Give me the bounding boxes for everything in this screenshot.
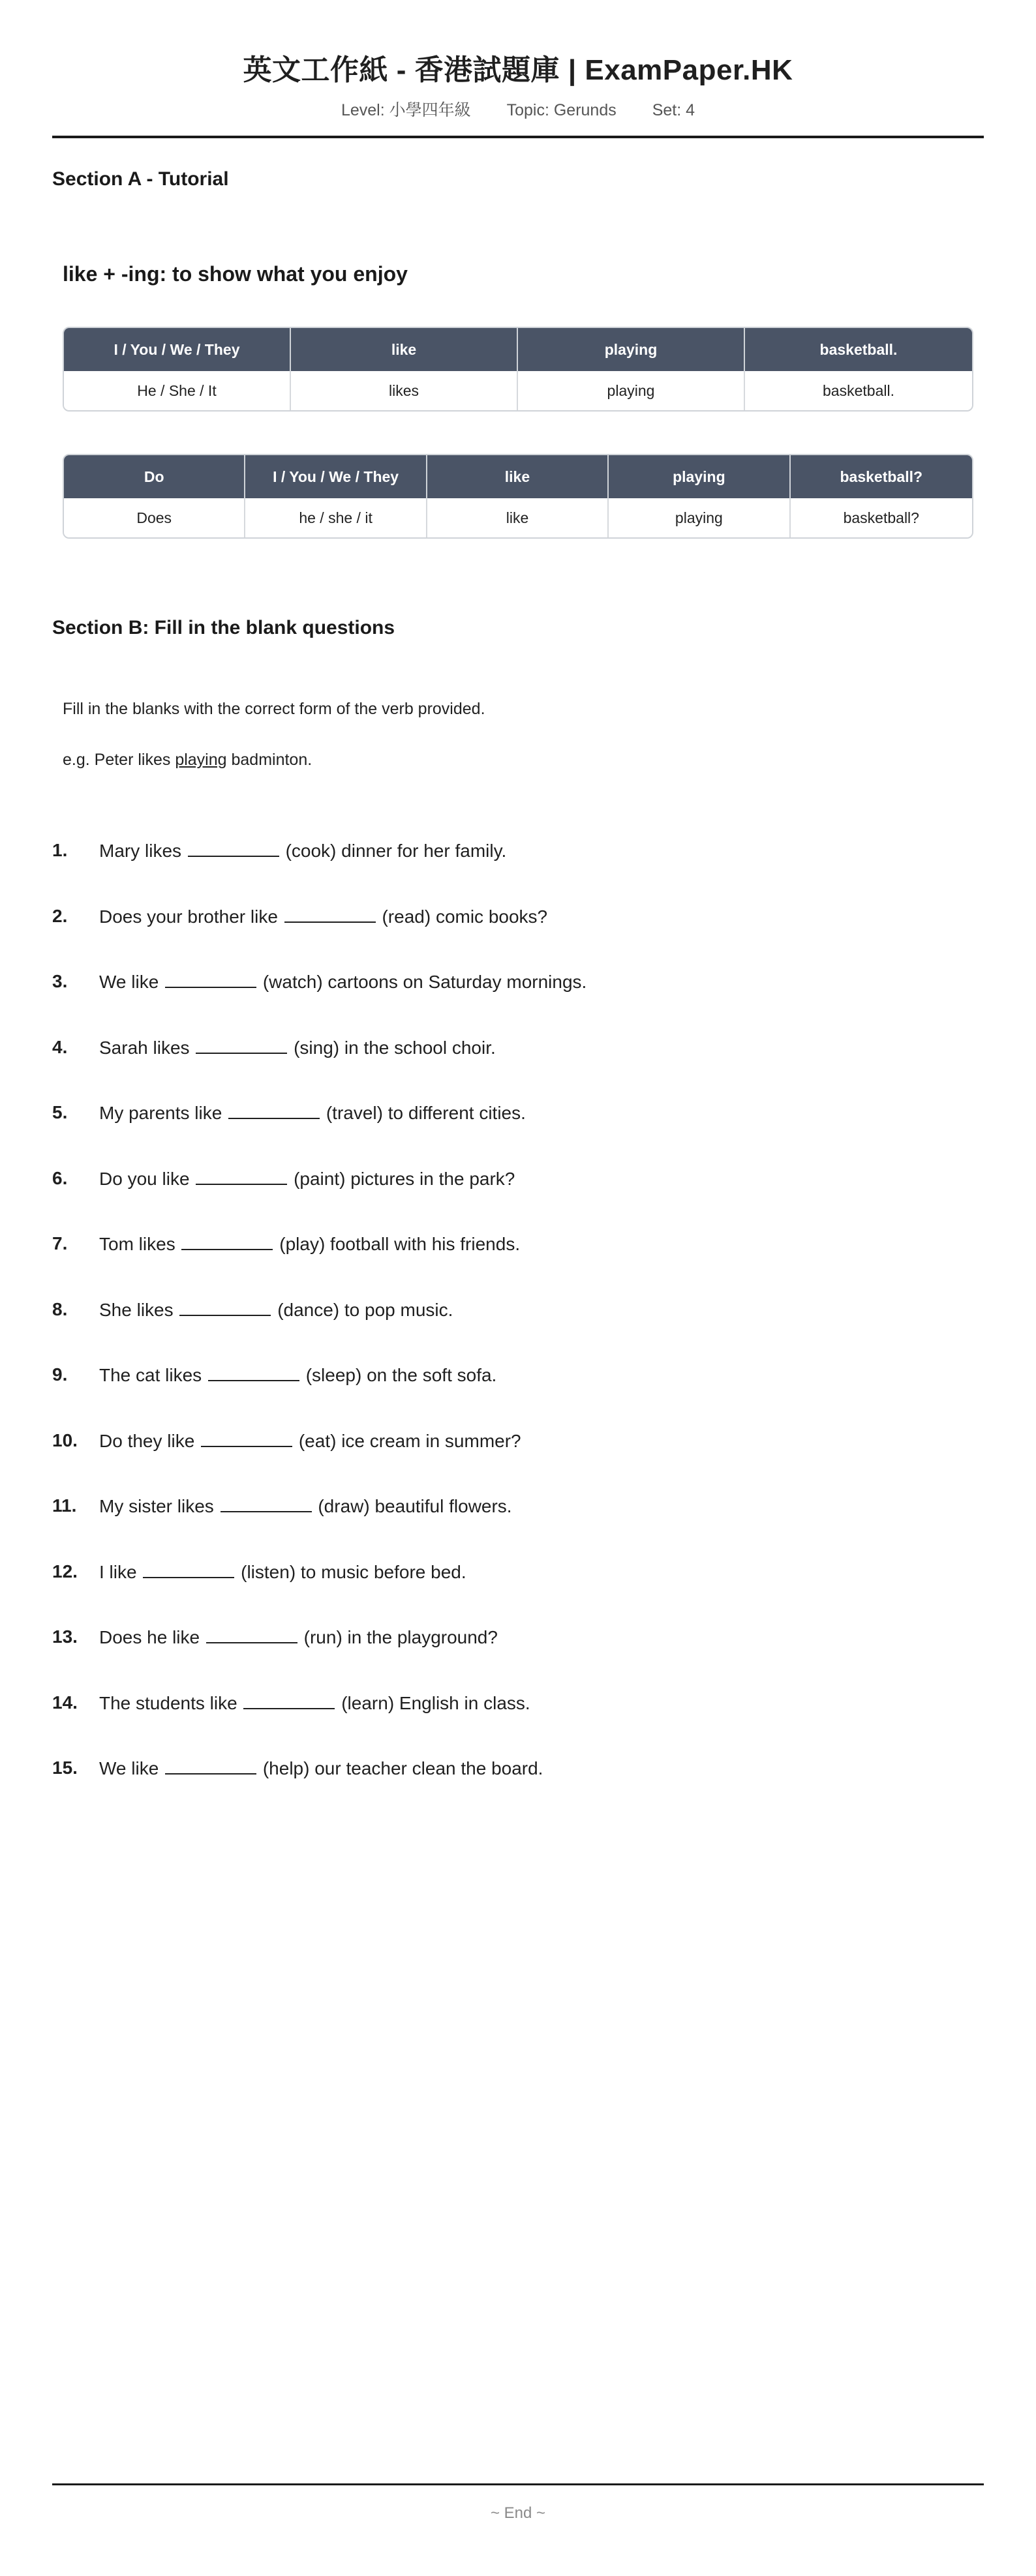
table-cell: likes <box>291 371 518 410</box>
question-text-after: (help) our teacher clean the board. <box>262 1758 543 1778</box>
question-text <box>99 1364 496 1386</box>
table-header-cell: playing <box>518 328 745 371</box>
question-text-after: (draw) beautiful flowers. <box>318 1496 512 1516</box>
page-title: 英文工作紙 - 香港試題庫 | ExamPaper.HK <box>243 54 793 86</box>
question-number: 2. <box>52 905 68 926</box>
table-cell: playing <box>518 371 745 410</box>
question-text-before: Do they like <box>99 1430 195 1451</box>
question-text-before: Tom likes <box>99 1234 175 1254</box>
question-text-after: (run) in the playground? <box>303 1627 498 1647</box>
question-text <box>99 1430 521 1452</box>
question-text <box>99 1758 543 1779</box>
section-b-heading: Section B: Fill in the blank questions <box>52 617 395 638</box>
table-cell: He / She / It <box>64 371 291 410</box>
worksheet-page <box>52 0 984 2576</box>
question-item <box>52 1299 984 1365</box>
question-text <box>99 1495 512 1517</box>
answer-blank[interactable] <box>188 840 279 857</box>
example-answer: playing <box>175 751 227 769</box>
question-text-after: (cook) dinner for her family. <box>285 841 507 861</box>
question-text-after: (play) football with his friends. <box>279 1234 521 1254</box>
end-marker: ~ End ~ <box>490 2504 546 2522</box>
header-divider <box>52 136 984 138</box>
answer-blank[interactable] <box>196 1168 287 1185</box>
table-cell: he / she / it <box>245 498 427 537</box>
answer-blank[interactable] <box>221 1495 312 1512</box>
question-text <box>99 1561 466 1583</box>
question-text <box>99 1168 515 1190</box>
answer-blank[interactable] <box>165 971 256 988</box>
answer-blank[interactable] <box>243 1692 335 1709</box>
question-text <box>99 1102 526 1124</box>
question-item <box>52 1233 984 1299</box>
question-text-after: (eat) ice cream in summer? <box>298 1430 521 1451</box>
question-text-before: Sarah likes <box>99 1037 190 1058</box>
tutorial-table-question <box>63 454 973 539</box>
question-text-after: (watch) cartoons on Saturday mornings. <box>262 972 587 992</box>
table-cell: basketball? <box>791 498 972 537</box>
answer-blank[interactable] <box>165 1758 256 1775</box>
example-before: e.g. Peter likes <box>63 751 175 769</box>
answer-blank[interactable] <box>206 1626 297 1643</box>
question-text-before: Mary likes <box>99 841 182 861</box>
question-item <box>52 1364 984 1430</box>
question-item <box>52 840 984 906</box>
question-item <box>52 1102 984 1168</box>
answer-blank[interactable] <box>284 906 376 923</box>
answer-blank[interactable] <box>228 1102 320 1119</box>
question-text-after: (learn) English in class. <box>341 1692 530 1713</box>
example-sentence <box>63 751 312 770</box>
footer-divider <box>52 2483 984 2485</box>
question-text-before: My sister likes <box>99 1496 214 1516</box>
question-text <box>99 1692 530 1714</box>
question-item <box>52 971 984 1037</box>
tutorial-table-statement <box>63 327 973 412</box>
question-text <box>99 906 547 927</box>
question-list <box>52 840 984 1823</box>
answer-blank[interactable] <box>201 1430 292 1447</box>
question-text <box>99 1233 520 1255</box>
question-item <box>52 1430 984 1496</box>
table-cell: playing <box>609 498 790 537</box>
answer-blank[interactable] <box>181 1233 273 1250</box>
question-text-before: The cat likes <box>99 1365 202 1385</box>
question-item <box>52 1692 984 1758</box>
question-text <box>99 1626 498 1648</box>
question-text-after: (paint) pictures in the park? <box>294 1168 515 1189</box>
question-text-after: (dance) to pop music. <box>277 1299 453 1320</box>
set-label: Set: 4 <box>652 100 695 119</box>
answer-blank[interactable] <box>179 1299 271 1316</box>
question-number: 12. <box>52 1561 78 1581</box>
answer-blank[interactable] <box>196 1037 287 1054</box>
question-text-after: (sleep) on the soft sofa. <box>305 1365 497 1385</box>
answer-blank[interactable] <box>208 1364 299 1381</box>
table-cell: like <box>427 498 609 537</box>
topic-label: Topic: Gerunds <box>506 100 617 119</box>
table-header-cell: basketball? <box>791 455 972 498</box>
level-label: Level: 小學四年級 <box>341 100 471 119</box>
table-header-cell: like <box>291 328 518 371</box>
question-number: 13. <box>52 1626 78 1647</box>
table-row <box>64 498 972 537</box>
question-number: 15. <box>52 1758 78 1778</box>
example-after: badminton. <box>226 751 312 769</box>
answer-blank[interactable] <box>143 1561 234 1578</box>
question-item <box>52 1626 984 1692</box>
question-text-after: (travel) to different cities. <box>326 1103 526 1123</box>
question-text-before: My parents like <box>99 1103 222 1123</box>
table-header-cell: I / You / We / They <box>245 455 427 498</box>
question-number: 8. <box>52 1298 68 1319</box>
question-text-before: Do you like <box>99 1168 190 1189</box>
table-header-row <box>64 328 972 371</box>
question-text-after: (listen) to music before bed. <box>241 1561 466 1582</box>
question-item <box>52 1561 984 1627</box>
question-text <box>99 840 506 861</box>
question-item <box>52 906 984 972</box>
question-number: 10. <box>52 1430 78 1450</box>
worksheet-meta <box>52 97 984 121</box>
question-text-before: We like <box>99 972 159 992</box>
table-header-row <box>64 455 972 498</box>
table-header-cell: playing <box>609 455 790 498</box>
question-text-before: We like <box>99 1758 159 1778</box>
table-cell: Does <box>64 498 245 537</box>
question-number: 11. <box>52 1495 77 1516</box>
tutorial-heading: like + -ing: to show what you enjoy <box>63 262 408 286</box>
question-text <box>99 971 587 993</box>
question-text-before: Does your brother like <box>99 906 278 927</box>
question-number: 1. <box>52 840 68 860</box>
question-number: 9. <box>52 1364 68 1385</box>
question-number: 7. <box>52 1233 68 1253</box>
question-text-before: Does he like <box>99 1627 200 1647</box>
question-text-after: (read) comic books? <box>382 906 548 927</box>
question-item <box>52 1168 984 1234</box>
question-number: 14. <box>52 1692 78 1713</box>
question-text-before: She likes <box>99 1299 174 1320</box>
table-header-cell: basketball. <box>745 328 972 371</box>
table-row <box>64 371 972 410</box>
table-cell: basketball. <box>745 371 972 410</box>
question-text-before: The students like <box>99 1692 237 1713</box>
question-item <box>52 1758 984 1823</box>
table-header-cell: Do <box>64 455 245 498</box>
table-header-cell: like <box>427 455 609 498</box>
question-number: 3. <box>52 971 68 991</box>
question-number: 4. <box>52 1036 68 1057</box>
worksheet-header <box>52 0 984 121</box>
question-text-after: (sing) in the school choir. <box>294 1037 496 1058</box>
section-a-heading: Section A - Tutorial <box>52 168 229 190</box>
question-number: 5. <box>52 1102 68 1122</box>
question-text-before: I like <box>99 1561 137 1582</box>
table-header-cell: I / You / We / They <box>64 328 291 371</box>
question-text <box>99 1037 496 1058</box>
instructions-text: Fill in the blanks with the correct form of the verb provided. <box>63 700 485 718</box>
question-text <box>99 1299 453 1321</box>
question-number: 6. <box>52 1167 68 1188</box>
question-item <box>52 1495 984 1561</box>
question-item <box>52 1037 984 1103</box>
